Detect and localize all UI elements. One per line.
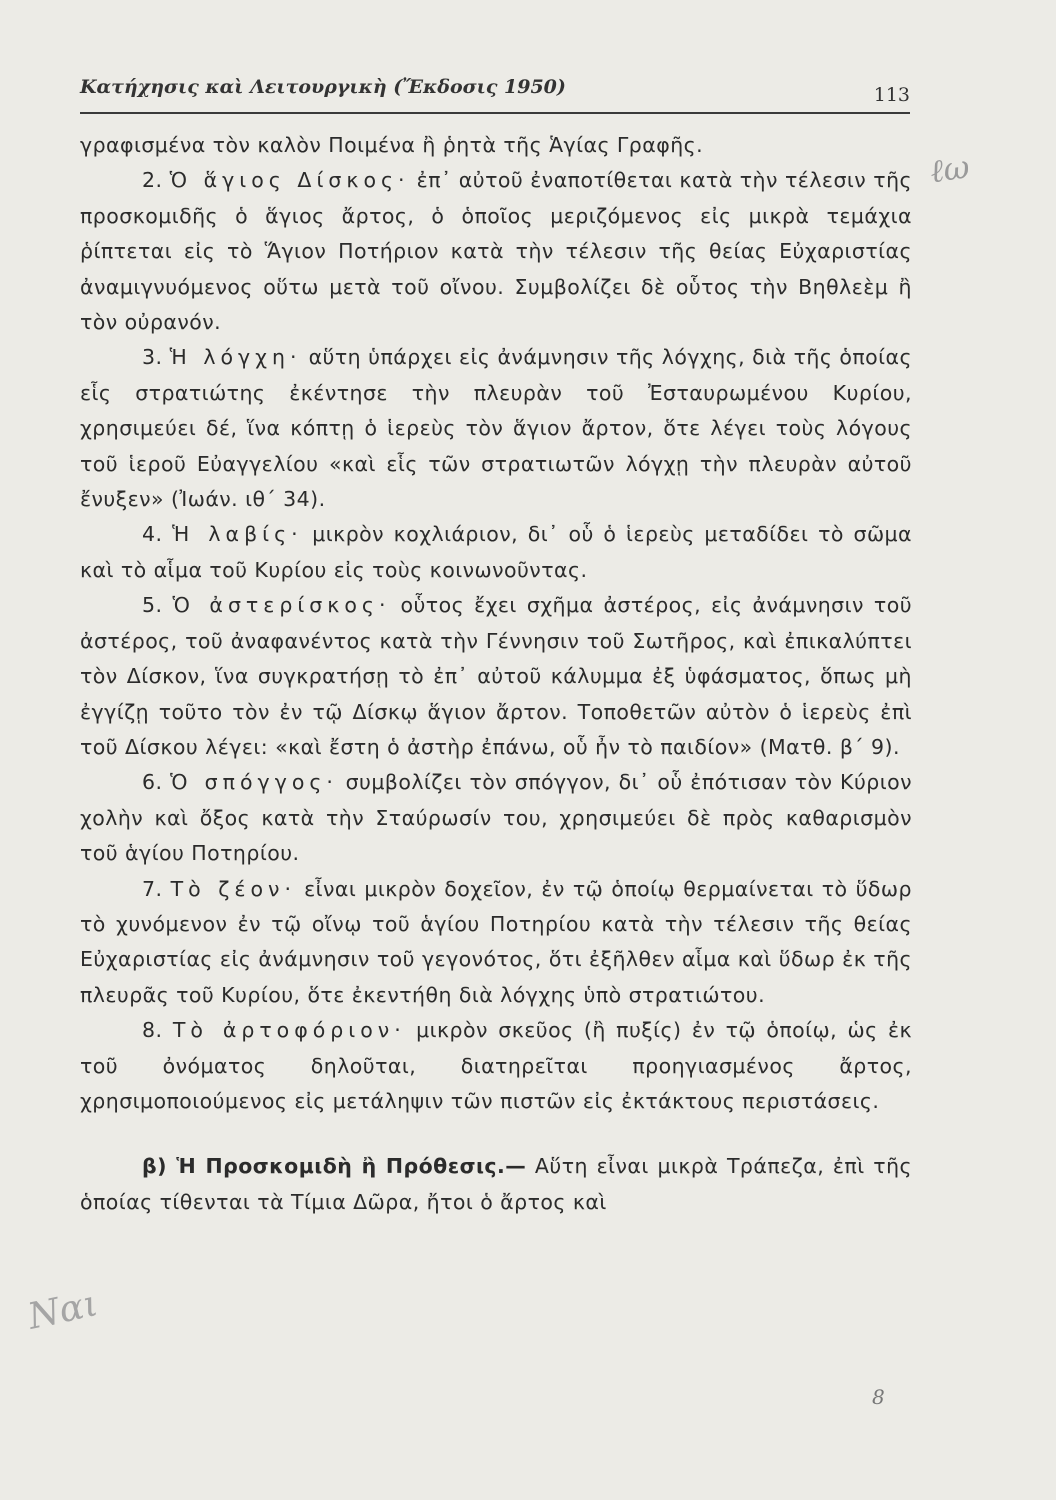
body-text <box>80 128 912 1241</box>
item-text: μικρὸν κοχλιάριον, δι᾽ οὗ ὁ ἱερεὺς μεταδίδει τὸ σῶμα καὶ τὸ αἷμα τοῦ Κυρίου εἰς τοὺς κοινωνοῦντας. <box>80 522 913 582</box>
item-term: Ὁ ἅγιος Δίσκος· <box>169 168 410 193</box>
page-header <box>80 72 910 114</box>
item-text: ἐπ᾽ αὐτοῦ ἐναποτίθεται κατὰ τὴν τέλεσιν τῆς προσκομιδῆς ὁ ἅγιος ἄρτος, ὁ ὁποῖος μεριζόμενος εἰς μικρὰ τεμάχια ῥίπτεται εἰς τὸ Ἅγιον Ποτήριον κατὰ τὴν τέλεσιν τῆς θείας Εὐχαριστίας ἀναμιγνυόμενος οὕτω μετὰ τοῦ οἴνου. Συμβολίζει δὲ οὗτος τὴν Βηθλεὲμ ἢ τὸν οὐρανόν. <box>80 168 912 335</box>
item-number: 7. <box>142 876 163 901</box>
paragraph-item-5 <box>80 588 912 765</box>
paragraph-item-7 <box>80 872 912 1014</box>
item-number: 6. <box>142 770 163 795</box>
item-term: Ἡ λαβίς· <box>172 522 303 547</box>
running-title: Κατήχησις καὶ Λειτουργικὴ (Ἔκδοσις 1950) <box>80 76 566 98</box>
page-number: 113 <box>873 84 910 106</box>
paragraph-item-2 <box>80 163 912 340</box>
item-text: συμβολίζει τὸν σπόγγον, δι᾽ οὗ ἐπότισαν τὸν Κύριον χολὴν καὶ ὄξος κατὰ τὴν Σταύρωσίν του, χρησιμεύει δὲ πρὸς καθαρισμὸν τοῦ ἁγίου Ποτηρίου. <box>80 770 913 866</box>
item-term: Ἡ λόγχη· <box>169 345 302 370</box>
item-number: 4. <box>142 522 163 547</box>
item-term: Ὁ σπόγγος· <box>170 770 338 795</box>
paragraph-item-6 <box>80 765 912 871</box>
paragraph-item-3 <box>80 340 912 517</box>
section-b-paragraph <box>80 1149 912 1220</box>
item-term: Ὁ ἀστερίσκος· <box>172 593 391 618</box>
item-text: οὗτος ἔχει σχῆμα ἀστέρος, εἰς ἀνάμνησιν τοῦ ἀστέρος, τοῦ ἀναφανέντος κατὰ τὴν Γέννησιν τοῦ Σωτῆρος, καὶ ἐπικαλύπτει τὸν Δίσκον, ἵνα συγκρατήσῃ τὸ ἐπ᾽ αὐτοῦ κάλυμμα ἐξ ὑφάσματος, ὅπως μὴ ἐγγίζῃ τοῦτο τὸν ἐν τῷ Δίσκῳ ἅγιον ἄρτον. Τοποθετῶν αὐτὸν ὁ ἱερεὺς ἐπὶ τοῦ Δίσκου λέγει: «καὶ ἔστη ὁ ἀστὴρ ἐπάνω, οὗ ἦν τὸ παιδίον» (Ματθ. β΄ 9). <box>80 593 913 759</box>
paragraph-continuation: γραφισμένα τὸν καλὸν Ποιμένα ἢ ῥητὰ τῆς Ἁγίας Γραφῆς. <box>80 133 704 157</box>
item-term: Τὸ ζέον· <box>170 876 297 901</box>
item-text: μικρὸν σκεῦος (ἢ πυξίς) ἐν τῷ ὁποίῳ, ὡς ἐκ τοῦ ὀνόματος δηλοῦται, διατηρεῖται προηγιασμένος ἄρτος, χρησιμοποιούμενος εἰς μετάληψιν τῶν πιστῶν εἰς ἐκτάκτους περιστάσεις. <box>80 1018 913 1113</box>
section-text: Αὕτη εἶναι μικρὰ Τράπεζα, ἐπὶ τῆς ὁποίας τίθενται τὰ Τίμια Δῶρα, ἤτοι ὁ ἄρτος καὶ <box>80 1154 912 1214</box>
item-number: 5. <box>142 593 163 618</box>
item-number: 2. <box>142 168 163 193</box>
section-heading: β) Ἡ Προσκομιδὴ ἢ Πρόθεσις.— <box>142 1154 527 1179</box>
item-text: εἶναι μικρὸν δοχεῖον, ἐν τῷ ὁποίῳ θερμαίνεται τὸ ὕδωρ τὸ χυνόμενον ἐν τῷ οἴνῳ τοῦ ἁγίου Ποτηρίου κατὰ τὴν τέλεσιν τῆς θείας Εὐχαριστίας εἰς ἀνάμνησιν τοῦ γεγονότος, ὅτι ἐξῆλθεν αἷμα καὶ ὕδωρ ἐκ τῆς πλευρᾶς τοῦ Κυρίου, ὅτε ἐκεντήθη διὰ λόγχης ὑπὸ στρατιώτου. <box>80 876 912 1007</box>
item-number: 3. <box>142 345 163 370</box>
paragraph-item-4 <box>80 517 912 588</box>
handwritten-note-left: Nαι <box>24 1283 102 1338</box>
paragraph-item-8 <box>80 1013 912 1119</box>
item-number: 8. <box>142 1018 163 1043</box>
item-term: Τὸ ἀρτοφόριον· <box>172 1018 406 1043</box>
item-text: αὕτη ὑπάρχει εἰς ἀνάμνησιν τῆς λόγχης, διὰ τῆς ὁποίας εἷς στρατιώτης ἐκέντησε τὴν πλευρὰν τοῦ Ἐσταυρωμένου Κυρίου, χρησιμεύει δέ, ἵνα κόπτῃ ὁ ἱερεὺς τὸν ἅγιον ἄρτον, ὅτε λέγει τοὺς λόγους τοῦ ἱεροῦ Εὐαγγελίου «καὶ εἷς τῶν στρατιωτῶν λόγχῃ τὴν πλευρὰν αὐτοῦ ἔνυξεν» (Ἰωάν. ιθ΄ 34). <box>80 345 913 512</box>
signature-mark: 8 <box>872 1385 885 1409</box>
handwritten-note-top: ℓω <box>927 147 972 191</box>
